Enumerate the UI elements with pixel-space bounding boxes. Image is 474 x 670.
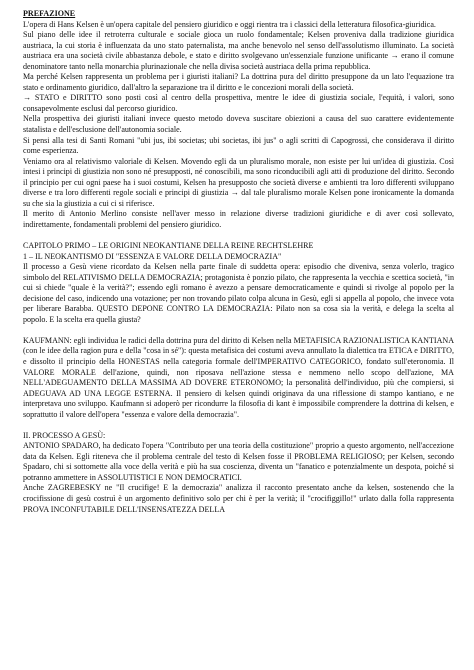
chapter-heading: CAPITOLO PRIMO – LE ORIGINI NEOKANTIANE DELLA REINE RECHTSLEHRE bbox=[23, 240, 314, 250]
intro-paragraph: Veniamo ora al relativismo valoriale di Kelsen. Movendo egli da un pluralismo morale, non esiste per lui un'idea di giustizia. Così intesi i principi di giustizia non sono né presupposti, né conoscibili, ma sono riconducibili agli atti di produzione del diritto. Secondo il principio per cui ogni paese ha i suoi costumi, Kelsen ha presupposto che società diverse e ambienti tra loro differenti sviluppano diverse e tra loro differenti regole sociali e principi di giustizia → dal tale pluralismo morale Kelsen pone ironicamente la domanda su che sia la giustizia a cui ci si riferisce. bbox=[23, 156, 454, 208]
intro-paragraph: → STATO e DIRITTO sono posti così al centro della prospettiva, mentre le idee di giustizia sociale, l'equità, i valori, sono consapevolmente esclusi dal percorso giuridico. bbox=[23, 93, 454, 113]
section-paragraph: Il processo a Gesù viene ricordato da Kelsen nella parte finale di suddetta opera: episodio che diveniva, senza volerlo, tragico simbolo del RELATIVISMO DELLA DEMOCRAZIA; protagonista è ponzio pilato, che rappresenta la vecchia e scettica società, "in cui si chiede "quale è la verità?"; essendo egli romano è avezzo a pensare democraticamente e quindi si rivolge al popolo per la decisione del caso, indicendo una votazione; per non trovando pilato colpa alcuna in Gesù, egli si appella al popolo, che invece vota per liberare Barabba. QUESTO DEPONE CONTRO LA DEMOCRAZIA: Pilato non sa cosa sia la verità, e delega la scelta al popolo. E la scelta era quella giusta? bbox=[23, 262, 454, 324]
document-page bbox=[23, 9, 454, 515]
intro-paragraph: Si pensi alla tesi di Santi Romani "ubi jus, ibi societas; ubi societas, ibi jus" o agli scritti di Capogrossi, che considerava il diritto come esperienza. bbox=[23, 135, 454, 156]
intro-paragraph: Il merito di Antonio Merlino consiste nell'aver messo in relazione diverse tradizioni giuridiche e di aver così sollevato, indirettamente, fondamentali problemi del pensiero giuridico. bbox=[23, 209, 454, 229]
page-title: PREFAZIONE bbox=[23, 9, 76, 18]
section-paragraph: Anche ZAGREBESKY ne "Il crucifige! E la democrazia" analizza il racconto presentato anche da kelsen, sostenendo che la crocifissione di gesù costruì è un argomento definitivo solo per chi è per la verità; il "crocifiggillo!" urlato dalla folla rappresenta PROVA INCONFUTABILE DELL'INSENSATEZZA DELLA bbox=[23, 483, 454, 514]
kaufmann-paragraph: KAUFMANN: egli individua le radici della dottrina pura del diritto di Kelsen nella METAFISICA RAZIONALISTICA KANTIANA (con le idee della ragion pura e della "cosa in sé"): questa metafisica dei costumi aveva annullato la dialettica tra ETICA e DIRITTO, e dissolto il principio della HONESTAS nella categoria formale dell'IMPERATIVO CATEGORICO, fondato sull'eteronomia. Il VALORE MORALE dell'azione, quindi, non riposava nell'azione stessa e nemmeno nello scopo dell'azione, MA NELL'ADEGUAMENTO DELLA MASSIMA AD DOVERE ETERONOMO; la personalità dell'individuo, più che compiersi, si ADEGUAVA AD UNA LEGGE ESTERNA. Il pensiero di kelsen quindi originava da una riflessione di stampo kantiano, e ne interpretava uno sviluppo. Kaufmann si adoperò per ricondurre la filosofia di kant è impossibile comprendere la dottrina di kelsen, e soprattutto il valore dell'opera "essenza e valore della democrazia". bbox=[23, 335, 454, 419]
intro-paragraph: Nella prospettiva dei giuristi italiani invece questo metodo doveva suscitare obiezioni a causa del suo carattere evidentemente statalista e dell'esclusione dell'autonomia sociale. bbox=[23, 114, 454, 135]
section-heading: II. PROCESSO A GESÙ: bbox=[23, 430, 106, 440]
intro-paragraph: Sul piano delle idee il retroterra culturale e sociale gioca un ruolo fondamentale; Kelsen proveniva dalla tradizione giuridica austriaca, la cui storia è influenzata da uno stato paternalista, ma anche benevolo nel senso dell'assolutismo illuminato. La società austriaca era una società civile abbastanza debole, e stato e diritto svolgevano un'essenziale funzione unificante → erano il comune denominatore tanto nella monarchia plurinazionale che nella divisa società austriaca della prima repubblica. bbox=[23, 30, 454, 71]
section-paragraph: ANTONIO SPADARO, ha dedicato l'opera "Contributo per una teoria della costituzione" proprio a questo argomento, nell'accezione data da Kelsen. Egli riteneva che il problema centrale del testo di Kelsen fosse il PROBLEMA RELIGIOSO; per Kelsen, secondo Spadaro, chi si sottomette alla voce della verità e più ha sua coscienza, diventa un "fanatico e potenzialmente un despota, poiché si potranno ammettere in ASSOLUTISTICI E NON DEMOCRATICI. bbox=[23, 441, 454, 482]
intro-paragraph: Ma perché Kelsen rappresenta un problema per i giuristi italiani? La dottrina pura del diritto presuppone da un lato l'equazione tra stato e ordinamento giuridico, dall'altro la separazione tra il diritto e le concezioni morali della società. bbox=[23, 72, 454, 92]
section-heading: 1 – IL NEOKANTISMO DI "ESSENZA E VALORE DELLA DEMOCRAZIA" bbox=[23, 251, 282, 261]
intro-paragraph: L'opera di Hans Kelsen è un'opera capitale del pensiero giuridico e oggi rientra tra i classici della letteratura filosofica-giuridica. bbox=[23, 19, 436, 29]
